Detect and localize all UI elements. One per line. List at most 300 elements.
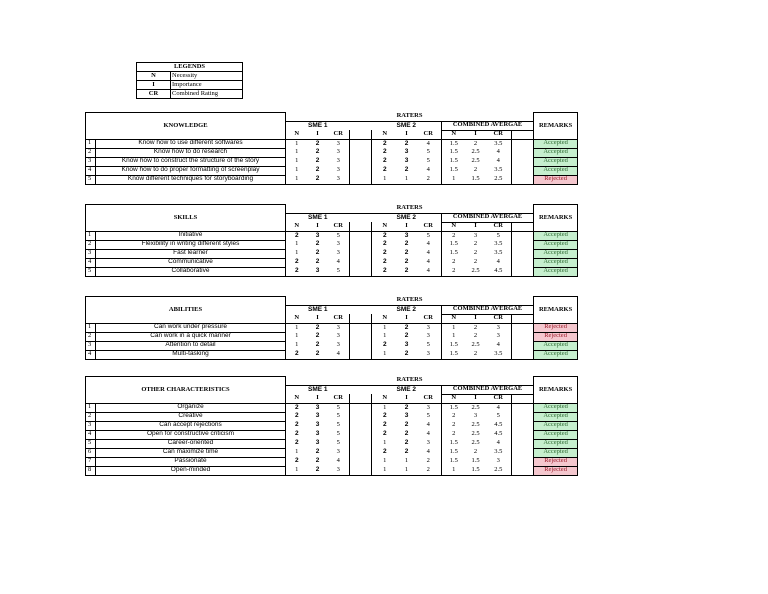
column-spacer xyxy=(512,448,534,457)
sme2-value: 3 xyxy=(404,148,409,156)
sme2-value: 3 xyxy=(416,323,442,332)
sme2-value: 3 xyxy=(416,332,442,341)
sme2-label: SME 2 xyxy=(372,305,442,314)
remark-badge: Accepted xyxy=(534,267,578,276)
row-description: Know how to do research xyxy=(96,148,286,157)
combined-value: 3 xyxy=(486,457,512,466)
remark-badge: Accepted xyxy=(534,403,578,412)
combined-value: 2 xyxy=(452,231,456,239)
row-description: Know how to use different softwares xyxy=(96,139,286,148)
row-description: Can maximize time xyxy=(96,448,286,457)
column-header-cr: CR xyxy=(416,130,442,139)
sme1-value: 1 xyxy=(286,332,308,341)
remark-badge: Rejected xyxy=(534,323,578,332)
column-spacer xyxy=(512,166,534,175)
combined-value: 1.5 xyxy=(449,166,458,174)
sme1-value: 1 xyxy=(286,249,308,258)
table-row xyxy=(86,249,702,258)
row-description: Collaborative xyxy=(96,267,286,276)
table-row xyxy=(86,421,702,430)
column-header-i: I xyxy=(398,314,416,323)
sme1-label: SME 1 xyxy=(286,213,350,222)
combined-value: 2.5 xyxy=(486,175,512,184)
row-number: 2 xyxy=(86,412,96,421)
combined-value: 1.5 xyxy=(466,175,486,184)
table-row xyxy=(86,412,702,421)
sme1-value: 5 xyxy=(328,439,350,448)
sme2-value: 1 xyxy=(372,323,398,332)
sme2-value: 2 xyxy=(372,157,398,166)
sme1-value: 3 xyxy=(328,240,350,249)
sme2-value: 5 xyxy=(416,148,442,157)
combined-value: 3 xyxy=(473,412,478,420)
sme2-value: 4 xyxy=(416,166,442,175)
column-header-i: I xyxy=(398,222,416,231)
legend-row xyxy=(137,90,243,99)
table-row xyxy=(86,157,702,166)
sme1-label: SME 1 xyxy=(286,305,350,314)
sme2-value: 2 xyxy=(398,350,416,359)
sme1-value: 3 xyxy=(328,175,350,184)
remark-badge: Rejected xyxy=(534,457,578,466)
sme1-value: 2 xyxy=(315,332,320,340)
column-header-cr: CR xyxy=(486,130,512,139)
remark-badge: Accepted xyxy=(534,412,578,421)
sme2-value: 3 xyxy=(416,350,442,359)
sme2-value: 1 xyxy=(398,466,416,475)
column-spacer xyxy=(350,231,372,240)
legend-key: I xyxy=(137,81,171,90)
sme2-value: 2 xyxy=(372,421,398,430)
sme2-value: 2 xyxy=(372,166,398,175)
combined-value: 1 xyxy=(442,175,466,184)
column-spacer xyxy=(350,332,372,341)
sme2-value: 1 xyxy=(372,439,398,448)
sme1-value: 3 xyxy=(328,332,350,341)
column-spacer xyxy=(350,148,372,157)
sme2-value: 2 xyxy=(372,341,398,350)
sme2-value: 2 xyxy=(404,139,409,147)
column-spacer xyxy=(350,403,372,412)
sme2-value: 3 xyxy=(416,403,442,412)
row-number: 1 xyxy=(86,139,96,148)
combined-value: 3 xyxy=(486,332,512,341)
combined-value: 1.5 xyxy=(449,157,458,165)
sme1-value: 3 xyxy=(308,267,328,276)
table-row xyxy=(86,148,702,157)
combined-value: 1.5 xyxy=(449,139,458,147)
sme1-value: 4 xyxy=(328,457,350,466)
raters-label: RATERS xyxy=(286,297,534,306)
combined-value: 2 xyxy=(442,267,466,276)
combined-value: 1.5 xyxy=(449,249,458,257)
sme2-value: 4 xyxy=(416,240,442,249)
row-description: Know how to do proper formatting of screenplay xyxy=(96,166,286,175)
combined-value: 2 xyxy=(466,350,486,359)
column-spacer xyxy=(512,249,534,258)
sme2-value: 2 xyxy=(404,421,409,429)
row-description: Can accept rejections xyxy=(96,421,286,430)
column-header-n: N xyxy=(286,394,308,403)
sme2-value: 2 xyxy=(372,249,398,258)
column-spacer xyxy=(512,175,534,184)
column-spacer xyxy=(512,222,534,231)
sme1-value: 2 xyxy=(286,267,308,276)
table-row xyxy=(86,139,702,148)
table-row xyxy=(86,258,702,267)
remarks-header: REMARKS xyxy=(534,297,578,324)
sme1-value: 2 xyxy=(308,175,328,184)
column-header-i: I xyxy=(308,222,328,231)
sme1-value: 1 xyxy=(286,341,308,350)
column-spacer xyxy=(350,394,372,403)
sme1-value: 3 xyxy=(328,166,350,175)
row-number: 1 xyxy=(86,403,96,412)
combined-value: 1.5 xyxy=(449,403,458,411)
sme2-value: 5 xyxy=(416,412,442,421)
row-number: 2 xyxy=(86,148,96,157)
column-header-cr: CR xyxy=(328,314,350,323)
remark-badge: Accepted xyxy=(534,139,578,148)
combined-value: 2 xyxy=(473,448,478,456)
column-spacer xyxy=(512,231,534,240)
sme2-label: SME 2 xyxy=(372,385,442,394)
row-description: Communicative xyxy=(96,258,286,267)
row-number: 4 xyxy=(86,166,96,175)
column-header-cr: CR xyxy=(486,314,512,323)
combined-value: 2 xyxy=(473,323,478,331)
sme1-value: 2 xyxy=(286,457,308,466)
combined-value: 2 xyxy=(452,421,456,429)
combined-value: 1.5 xyxy=(449,148,458,156)
sme1-value: 1 xyxy=(286,148,308,157)
sme2-value: 3 xyxy=(404,412,409,420)
combined-value: 3.5 xyxy=(486,448,512,457)
combined-value: 5 xyxy=(486,412,512,421)
row-number: 4 xyxy=(86,258,96,267)
sme1-value: 1 xyxy=(286,448,308,457)
column-spacer xyxy=(512,341,534,350)
column-spacer xyxy=(350,258,372,267)
remarks-header: REMARKS xyxy=(534,113,578,140)
combined-value: 2 xyxy=(473,166,478,174)
section-table-knowledge xyxy=(85,112,702,185)
sme1-value: 2 xyxy=(315,249,320,257)
column-header-n: N xyxy=(372,222,398,231)
sme1-value: 3 xyxy=(328,249,350,258)
sme2-value: 2 xyxy=(372,267,398,276)
sme1-value: 3 xyxy=(315,430,320,438)
sme1-value: 2 xyxy=(315,323,320,331)
remarks-header: REMARKS xyxy=(534,205,578,232)
raters-row xyxy=(86,205,702,214)
row-number: 8 xyxy=(86,466,96,475)
column-header-n: N xyxy=(286,222,308,231)
column-header-cr: CR xyxy=(416,394,442,403)
combined-value: 2 xyxy=(473,332,478,340)
sme2-value: 2 xyxy=(404,448,409,456)
sme2-value: 2 xyxy=(372,448,398,457)
column-spacer xyxy=(512,267,534,276)
table-row xyxy=(86,166,702,175)
combined-value: 1.5 xyxy=(449,448,458,456)
sme2-value: 2 xyxy=(404,258,409,266)
sme2-label: SME 2 xyxy=(372,213,442,222)
sme2-value: 2 xyxy=(416,457,442,466)
column-spacer xyxy=(512,258,534,267)
raters-row xyxy=(86,297,702,306)
column-spacer xyxy=(350,412,372,421)
column-spacer xyxy=(512,332,534,341)
sme1-value: 5 xyxy=(328,421,350,430)
sme2-value: 4 xyxy=(416,421,442,430)
row-description: Passionate xyxy=(96,457,286,466)
column-header-n: N xyxy=(372,130,398,139)
sme1-value: 2 xyxy=(308,466,328,475)
table-row xyxy=(86,430,702,439)
combined-header: COMBINED AVERGAE xyxy=(442,385,534,394)
raters-label: RATERS xyxy=(286,377,534,386)
column-spacer xyxy=(350,222,372,231)
combined-value: 4.5 xyxy=(486,267,512,276)
sme2-value: 2 xyxy=(404,403,409,411)
sme2-value: 2 xyxy=(404,240,409,248)
raters-row xyxy=(86,113,702,122)
remark-badge: Accepted xyxy=(534,240,578,249)
row-number: 7 xyxy=(86,457,96,466)
column-spacer xyxy=(350,139,372,148)
sme2-value: 1 xyxy=(372,457,398,466)
row-number: 5 xyxy=(86,175,96,184)
sme1-value: 3 xyxy=(315,421,320,429)
sme2-value: 2 xyxy=(372,430,398,439)
sme2-value: 2 xyxy=(404,249,409,257)
column-spacer xyxy=(512,430,534,439)
column-spacer xyxy=(350,130,372,139)
column-header-cr: CR xyxy=(486,394,512,403)
column-spacer xyxy=(512,421,534,430)
column-spacer xyxy=(350,314,372,323)
table-row xyxy=(86,231,702,240)
legend-row xyxy=(137,81,243,90)
column-spacer xyxy=(350,157,372,166)
combined-value: 1.5 xyxy=(449,457,458,465)
row-number: 2 xyxy=(86,240,96,249)
combined-value: 2.5 xyxy=(471,439,480,447)
combined-value: 2.5 xyxy=(471,148,480,156)
row-number: 3 xyxy=(86,249,96,258)
combined-value: 1.5 xyxy=(466,466,486,475)
remark-badge: Accepted xyxy=(534,157,578,166)
column-header-i: I xyxy=(466,130,486,139)
remark-badge: Accepted xyxy=(534,148,578,157)
section-table-abilities xyxy=(85,296,702,360)
sme1-value: 2 xyxy=(286,350,308,359)
sme2-value: 2 xyxy=(372,148,398,157)
column-spacer xyxy=(512,412,534,421)
combined-value: 4 xyxy=(486,403,512,412)
combined-value: 1.5 xyxy=(449,341,458,349)
section-title: SKILLS xyxy=(86,205,286,232)
remark-badge: Rejected xyxy=(534,466,578,475)
row-description: Open for constructive criticism xyxy=(96,430,286,439)
sme1-value: 3 xyxy=(315,231,320,239)
combined-value: 4.5 xyxy=(486,430,512,439)
row-number: 3 xyxy=(86,421,96,430)
legend-value: Combined Rating xyxy=(171,90,243,99)
combined-value: 1 xyxy=(452,332,456,340)
sme1-value: 3 xyxy=(328,157,350,166)
combined-value: 4.5 xyxy=(486,421,512,430)
sme1-value: 2 xyxy=(315,457,320,465)
sme1-value: 2 xyxy=(286,439,308,448)
sme-gap xyxy=(350,121,372,130)
column-header-i: I xyxy=(398,394,416,403)
raters-label: RATERS xyxy=(286,113,534,122)
sme1-value: 5 xyxy=(328,412,350,421)
sme2-value: 5 xyxy=(416,341,442,350)
remark-badge: Accepted xyxy=(534,258,578,267)
combined-value: 4 xyxy=(486,341,512,350)
sme2-label: SME 2 xyxy=(372,121,442,130)
sme1-value: 3 xyxy=(315,403,320,411)
sme2-value: 2 xyxy=(404,323,409,331)
sme1-value: 3 xyxy=(315,439,320,447)
column-spacer xyxy=(350,249,372,258)
row-description: Initiative xyxy=(96,231,286,240)
column-header-i: I xyxy=(308,130,328,139)
remarks-header: REMARKS xyxy=(534,377,578,404)
sme-gap xyxy=(350,213,372,222)
column-header-i: I xyxy=(466,314,486,323)
sme1-value: 5 xyxy=(328,231,350,240)
sme2-value: 2 xyxy=(404,166,409,174)
column-spacer xyxy=(350,466,372,475)
sme2-value: 2 xyxy=(404,332,409,340)
column-header-cr: CR xyxy=(416,314,442,323)
remark-badge: Accepted xyxy=(534,231,578,240)
column-header-n: N xyxy=(442,394,466,403)
sme2-value: 2 xyxy=(372,258,398,267)
row-description: Can work in a quick manner xyxy=(96,332,286,341)
remark-badge: Rejected xyxy=(534,332,578,341)
sme1-value: 4 xyxy=(328,258,350,267)
sme2-value: 1 xyxy=(372,175,398,184)
column-header-cr: CR xyxy=(416,222,442,231)
column-header-n: N xyxy=(286,314,308,323)
sme1-value: 1 xyxy=(286,175,308,184)
combined-value: 2 xyxy=(452,258,456,266)
table-row xyxy=(86,403,702,412)
column-spacer xyxy=(512,314,534,323)
sme2-value: 2 xyxy=(398,267,416,276)
column-header-n: N xyxy=(372,394,398,403)
column-header-n: N xyxy=(442,314,466,323)
combined-value: 4 xyxy=(486,157,512,166)
section-title: OTHER CHARACTERISTICS xyxy=(86,377,286,404)
column-spacer xyxy=(350,421,372,430)
combined-value: 3.5 xyxy=(486,139,512,148)
sme1-value: 2 xyxy=(315,341,320,349)
row-number: 3 xyxy=(86,157,96,166)
sme2-value: 4 xyxy=(416,267,442,276)
sme1-label: SME 1 xyxy=(286,385,350,394)
combined-value: 2.5 xyxy=(471,403,480,411)
column-spacer xyxy=(512,350,534,359)
sme1-value: 3 xyxy=(328,341,350,350)
sme1-value: 2 xyxy=(286,258,308,267)
column-header-i: I xyxy=(308,394,328,403)
row-description: Attention to detail xyxy=(96,341,286,350)
combined-value: 3.5 xyxy=(486,166,512,175)
sme2-value: 4 xyxy=(416,249,442,258)
sme1-value: 3 xyxy=(315,412,320,420)
combined-value: 2.5 xyxy=(471,341,480,349)
combined-value: 3 xyxy=(486,323,512,332)
row-number: 2 xyxy=(86,332,96,341)
combined-value: 4 xyxy=(486,439,512,448)
combined-value: 3.5 xyxy=(486,350,512,359)
combined-value: 2.5 xyxy=(471,157,480,165)
sme2-value: 1 xyxy=(372,466,398,475)
table-row xyxy=(86,448,702,457)
sme1-value: 1 xyxy=(286,466,308,475)
column-spacer xyxy=(512,157,534,166)
combined-value: 2 xyxy=(473,258,478,266)
table-row xyxy=(86,341,702,350)
sme2-value: 2 xyxy=(372,240,398,249)
section-table-skills xyxy=(85,204,702,277)
column-spacer xyxy=(512,240,534,249)
combined-header: COMBINED AVERGAE xyxy=(442,305,534,314)
sme2-value: 4 xyxy=(416,258,442,267)
row-description: Know how to construct the structure of the story xyxy=(96,157,286,166)
sme2-value: 2 xyxy=(372,231,398,240)
sme1-value: 2 xyxy=(315,258,320,266)
sme1-label: SME 1 xyxy=(286,121,350,130)
sme2-value: 3 xyxy=(404,231,409,239)
sme2-value: 2 xyxy=(416,466,442,475)
column-spacer xyxy=(350,457,372,466)
sme2-value: 2 xyxy=(372,412,398,421)
section-title: KNOWLEDGE xyxy=(86,113,286,140)
column-header-i: I xyxy=(308,314,328,323)
legend-value: Importance xyxy=(171,81,243,90)
sme2-value: 5 xyxy=(416,157,442,166)
column-spacer xyxy=(350,267,372,276)
sme2-value: 1 xyxy=(404,457,409,465)
table-row xyxy=(86,240,702,249)
sme1-value: 1 xyxy=(286,240,308,249)
legend-header-row xyxy=(137,63,243,72)
combined-value: 2 xyxy=(473,249,478,257)
column-header-cr: CR xyxy=(328,130,350,139)
sme1-value: 2 xyxy=(286,421,308,430)
row-number: 5 xyxy=(86,267,96,276)
sme2-value: 2 xyxy=(416,175,442,184)
row-description: Know different techniques for storyboarding xyxy=(96,175,286,184)
column-header-i: I xyxy=(466,222,486,231)
raters-row xyxy=(86,377,702,386)
remark-badge: Accepted xyxy=(534,341,578,350)
combined-value: 3.5 xyxy=(486,249,512,258)
sme2-value: 2 xyxy=(404,430,409,438)
combined-value: 5 xyxy=(486,231,512,240)
column-spacer xyxy=(512,457,534,466)
sme1-value: 2 xyxy=(286,412,308,421)
combined-header: COMBINED AVERGAE xyxy=(442,121,534,130)
sme2-value: 4 xyxy=(416,139,442,148)
